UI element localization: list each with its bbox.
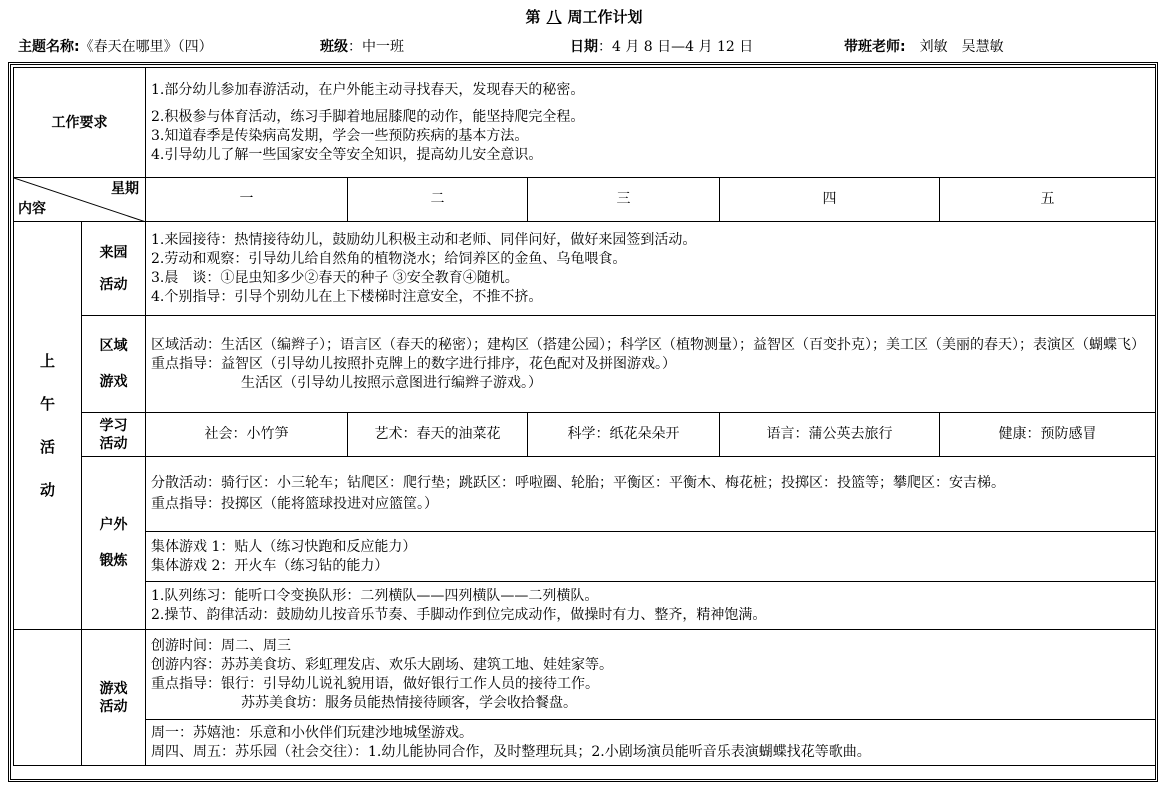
morning-char: 动 [39,480,55,499]
area-focus-2: 生活区（引导幼儿按照示意图进行编辫子游戏。） [241,374,542,391]
requirements-content [146,68,1156,178]
requirements-row [14,68,1156,178]
class-label: 班级 [320,39,348,55]
day-wednesday: 三 [528,178,720,222]
area-games-content [146,316,1156,413]
date-field [570,36,753,56]
games-other-row [14,720,1156,766]
learning-label-2: 活动 [99,435,128,452]
outdoor-scattered-content [146,457,1156,532]
day-monday: 一 [146,178,348,222]
title-suffix: 周工作计划 [567,8,643,26]
games-creative-row [14,630,1156,720]
area-games-row [14,316,1156,413]
date-label: 日期 [570,39,598,55]
arrival-label-2: 活动 [99,276,128,293]
title-prefix: 第 [525,8,541,26]
teacher-label: 带班老师: [844,39,906,55]
arrival-line: 3.晨 谈：①昆虫知多少②春天的种子 ③安全教育④随机。 [151,269,519,286]
area-label-1: 区域 [99,338,128,354]
weekday-header-row [14,178,1156,222]
weekday-label: 星期 [111,181,139,197]
date-value: ：4 月 8 日—4 月 12 日 [598,39,754,55]
games-label-1: 游戏 [99,680,128,697]
learning-wednesday: 科学：纸花朵朵开 [528,413,720,457]
teacher-field [844,36,1004,56]
morning-char: 午 [39,394,55,413]
teacher-value: 刘敏 吴慧敏 [919,39,1004,55]
requirements-label: 工作要求 [14,68,146,178]
day-tuesday: 二 [348,178,528,222]
morning-char: 上 [39,351,55,370]
area-focus-1: 重点指导：益智区（引导幼儿按照扑克牌上的数字进行排序，花色配对及拼图游戏。） [151,355,676,372]
arrival-label [82,222,146,316]
games-thu-fri: 周四、周五：苏乐园（社会交往）：1.幼儿能协同合作，及时整理玩具；2.小剧场演员能听音乐表演蝴蝶找花等歌曲。 [151,743,871,760]
arrival-line: 4.个别指导：引导个别幼儿在上下楼梯时注意安全，不推不挤。 [151,288,543,305]
day-friday: 五 [940,178,1156,222]
requirement-item: 2.积极参与体育活动，练习手脚着地屈膝爬的动作，能坚持爬完全程。 [151,108,585,125]
learning-thursday: 语言：蒲公英去旅行 [720,413,940,457]
arrival-content [146,222,1156,316]
games-spacer-cell [14,630,82,766]
area-games-label [82,316,146,413]
diagonal-header-cell [14,178,146,222]
area-activities: 区域活动：生活区（编辫子）；语言区（春天的秘密）；建构区（搭建公园）；科学区（植物测量）；益智区（百变扑克）；美工区（美丽的春天）；表演区（蝴蝶飞） [151,336,1145,353]
outdoor-scattered: 分散活动：骑行区：小三轮车；钻爬区：爬行垫；跳跃区：呼啦圈、轮胎；平衡区：平衡木、梅花桩；投掷区：投篮等；攀爬区：安吉梯。 [151,475,1005,491]
games-content: 创游内容：苏苏美食坊、彩虹理发店、欢乐大剧场、建筑工地、娃娃家等。 [151,656,613,673]
page-title [0,6,1168,27]
group-game-2: 集体游戏 2：开火车（练习钻的能力） [151,557,389,574]
group-game-1: 集体游戏 1：贴人（练习快跑和反应能力） [151,538,417,555]
learning-label-1: 学习 [99,417,128,434]
outdoor-label-2: 锻炼 [99,553,128,569]
outdoor-label [82,457,146,630]
games-time: 创游时间：周二、周三 [151,637,291,654]
arrival-label-1: 来园 [99,244,128,261]
outdoor-scattered-row [14,457,1156,532]
learning-tuesday: 艺术：春天的油菜花 [348,413,528,457]
games-monday: 周一：苏嬉池：乐意和小伙伴们玩建沙地城堡游戏。 [151,724,473,741]
drill-line-1: 1.队列练习：能听口令变换队形：二列横队——四列横队——二列横队。 [151,587,599,604]
week-number: 八 [546,8,562,26]
outdoor-label-1: 户外 [99,517,128,533]
day-thursday: 四 [720,178,940,222]
games-label [82,630,146,766]
class-field [320,36,404,56]
morning-char: 活 [39,437,55,456]
games-focus-2: 苏苏美食坊：服务员能热情接待顾客，学会收拾餐盘。 [241,694,577,711]
plan-table [13,67,1156,766]
games-label-2: 活动 [99,698,128,715]
theme-field [18,36,213,56]
learning-row [14,413,1156,457]
plan-table-frame [8,62,1158,782]
outdoor-drill-row [14,582,1156,630]
games-creative-content [146,630,1156,720]
outdoor-group-content [146,532,1156,582]
requirement-item: 1.部分幼儿参加春游活动，在户外能主动寻找春天，发现春天的秘密。 [151,81,585,98]
learning-monday: 社会：小竹笋 [146,413,348,457]
plan-header [18,36,1158,56]
requirement-item: 3.知道春季是传染病高发期，学会一些预防疾病的基本方法。 [151,127,529,144]
requirement-item: 4.引导幼儿了解一些国家安全等安全知识，提高幼儿安全意识。 [151,146,543,163]
learning-friday: 健康：预防感冒 [940,413,1156,457]
arrival-line: 1.来园接待：热情接待幼儿，鼓励幼儿积极主动和老师、同伴问好，做好来园签到活动。 [151,231,697,248]
outdoor-focus: 重点指导：投掷区（能将篮球投进对应篮筐。） [151,496,438,512]
theme-value: 《春天在哪里》（四） [79,39,213,55]
games-other-content [146,720,1156,766]
arrival-row [14,222,1156,316]
content-label: 内容 [18,201,46,217]
theme-label: 主题名称: [18,39,80,55]
morning-activities-label [14,222,82,630]
learning-label [82,413,146,457]
area-label-2: 游戏 [99,374,128,390]
outdoor-group-row [14,532,1156,582]
outdoor-drill-content [146,582,1156,630]
class-value: ：中一班 [348,39,404,55]
games-focus-1: 重点指导：银行：引导幼儿说礼貌用语，做好银行工作人员的接待工作。 [151,675,599,692]
drill-line-2: 2.操节、韵律活动：鼓励幼儿按音乐节奏、手脚动作到位完成动作，做操时有力、整齐，精神饱满。 [151,606,767,623]
arrival-line: 2.劳动和观察：引导幼儿给自然角的植物浇水；给饲养区的金鱼、乌龟喂食。 [151,250,627,267]
